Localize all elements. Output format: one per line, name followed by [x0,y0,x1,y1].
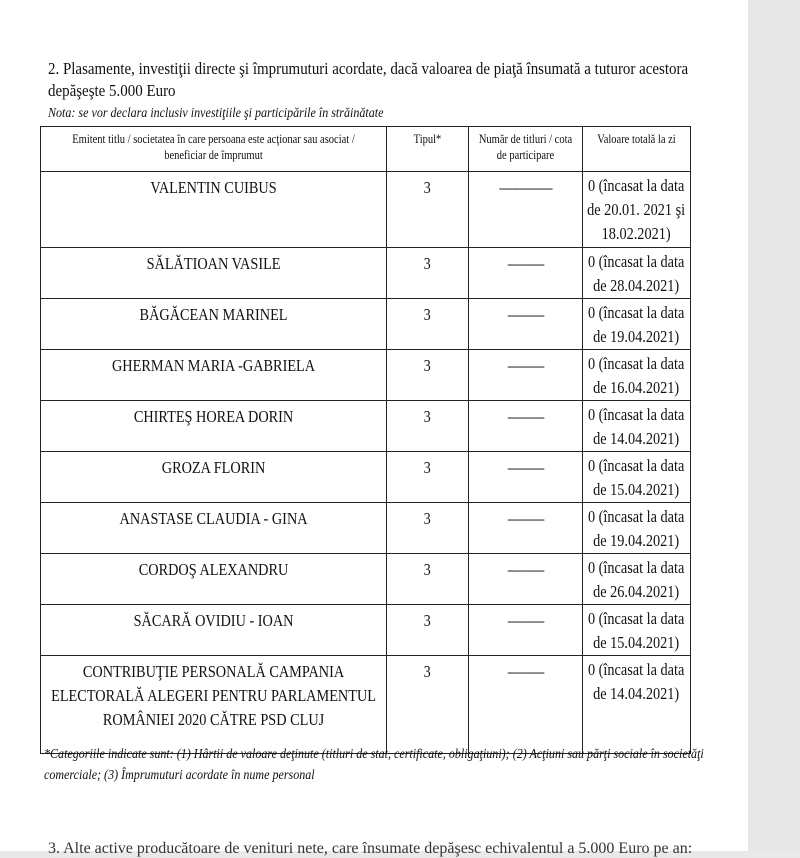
value-cell: 0 (încasat la data de 15.04.2021) [583,452,691,503]
table-row [41,503,691,554]
issuer-cell: CONTRIBUŢIE PERSONALĂ CAMPANIA ELECTORALĂ ALEGERI PENTRU PARLAMENTUL ROMÂNIEI 2020 CĂTRE PSD CLUJ [41,656,387,754]
table-row [41,248,691,299]
issuer-cell: BĂGĂCEAN MARINEL [41,299,387,350]
header-type: Tipul* [387,127,469,172]
shares-cell: ----------- [469,350,583,401]
value-cell: 0 (încasat la data de 26.04.2021) [583,554,691,605]
type-cell: 3 [387,172,469,248]
type-cell: 3 [387,503,469,554]
section-note: Nota: se vor declara inclusiv investiţiile şi participările în străinătate [48,106,384,121]
next-section-heading: 3. Alte active producătoare de venituri nete, care însumate depăşesc echivalentul a 5.000 Euro pe an: [48,840,693,857]
value-cell: 0 (încasat la data de 19.04.2021) [583,299,691,350]
issuer-cell: CORDOŞ ALEXANDRU [41,554,387,605]
value-cell: 0 (încasat la data de 16.04.2021) [583,350,691,401]
shares-cell: ----------- [469,554,583,605]
issuer-cell: GROZA FLORIN [41,452,387,503]
table-row [41,401,691,452]
shares-cell: ----------- [469,605,583,656]
type-cell: 3 [387,554,469,605]
type-cell: 3 [387,350,469,401]
value-cell: 0 (încasat la data de 28.04.2021) [583,248,691,299]
table-header-row [41,127,691,172]
viewer-background [748,0,800,851]
table-row [41,656,691,754]
shares-cell: ----------- [469,248,583,299]
category-footnote: *Categoriile indicate sunt: (1) Hârtii de valoare deţinute (titluri de stat, certificate, obligaţiuni); (2) Acţiuni sau părţi sociale în societăţi comerciale; (3) Împrumuturi acordate în nume personal [44,747,704,783]
value-cell: 0 (încasat la data de 20.01. 2021 şi 18.02.2021) [583,172,691,248]
shares-cell: ----------- [469,401,583,452]
shares-cell: ----------- [469,656,583,754]
header-issuer: Emitent titlu / societatea în care persoana este acţionar sau asociat / beneficiar de împrumut [41,127,387,172]
type-cell: 3 [387,656,469,754]
issuer-cell: VALENTIN CUIBUS [41,172,387,248]
table-row [41,452,691,503]
section-heading: 2. Plasamente, investiţii directe şi împrumuturi acordate, dacă valoarea de piaţă însumată a tuturor acestora depăşeşte 5.000 Euro [48,59,689,100]
type-cell: 3 [387,452,469,503]
value-cell: 0 (încasat la data de 14.04.2021) [583,401,691,452]
shares-cell: ---------------- [469,172,583,248]
issuer-cell: SĂCARĂ OVIDIU - IOAN [41,605,387,656]
table-row [41,172,691,248]
shares-cell: ----------- [469,503,583,554]
table-row [41,299,691,350]
issuer-cell: ANASTASE CLAUDIA - GINA [41,503,387,554]
investments-table [40,126,691,754]
issuer-cell: GHERMAN MARIA -GABRIELA [41,350,387,401]
value-cell: 0 (încasat la data de 14.04.2021) [583,656,691,754]
issuer-cell: CHIRTEŞ HOREA DORIN [41,401,387,452]
header-value: Valoare totală la zi [583,127,691,172]
type-cell: 3 [387,605,469,656]
table-row [41,605,691,656]
shares-cell: ----------- [469,299,583,350]
type-cell: 3 [387,248,469,299]
value-cell: 0 (încasat la data de 19.04.2021) [583,503,691,554]
issuer-cell: SĂLĂTIOAN VASILE [41,248,387,299]
table-row [41,350,691,401]
header-shares: Număr de titluri / cota de participare [469,127,583,172]
shares-cell: ----------- [469,452,583,503]
value-cell: 0 (încasat la data de 15.04.2021) [583,605,691,656]
table-row [41,554,691,605]
type-cell: 3 [387,401,469,452]
type-cell: 3 [387,299,469,350]
